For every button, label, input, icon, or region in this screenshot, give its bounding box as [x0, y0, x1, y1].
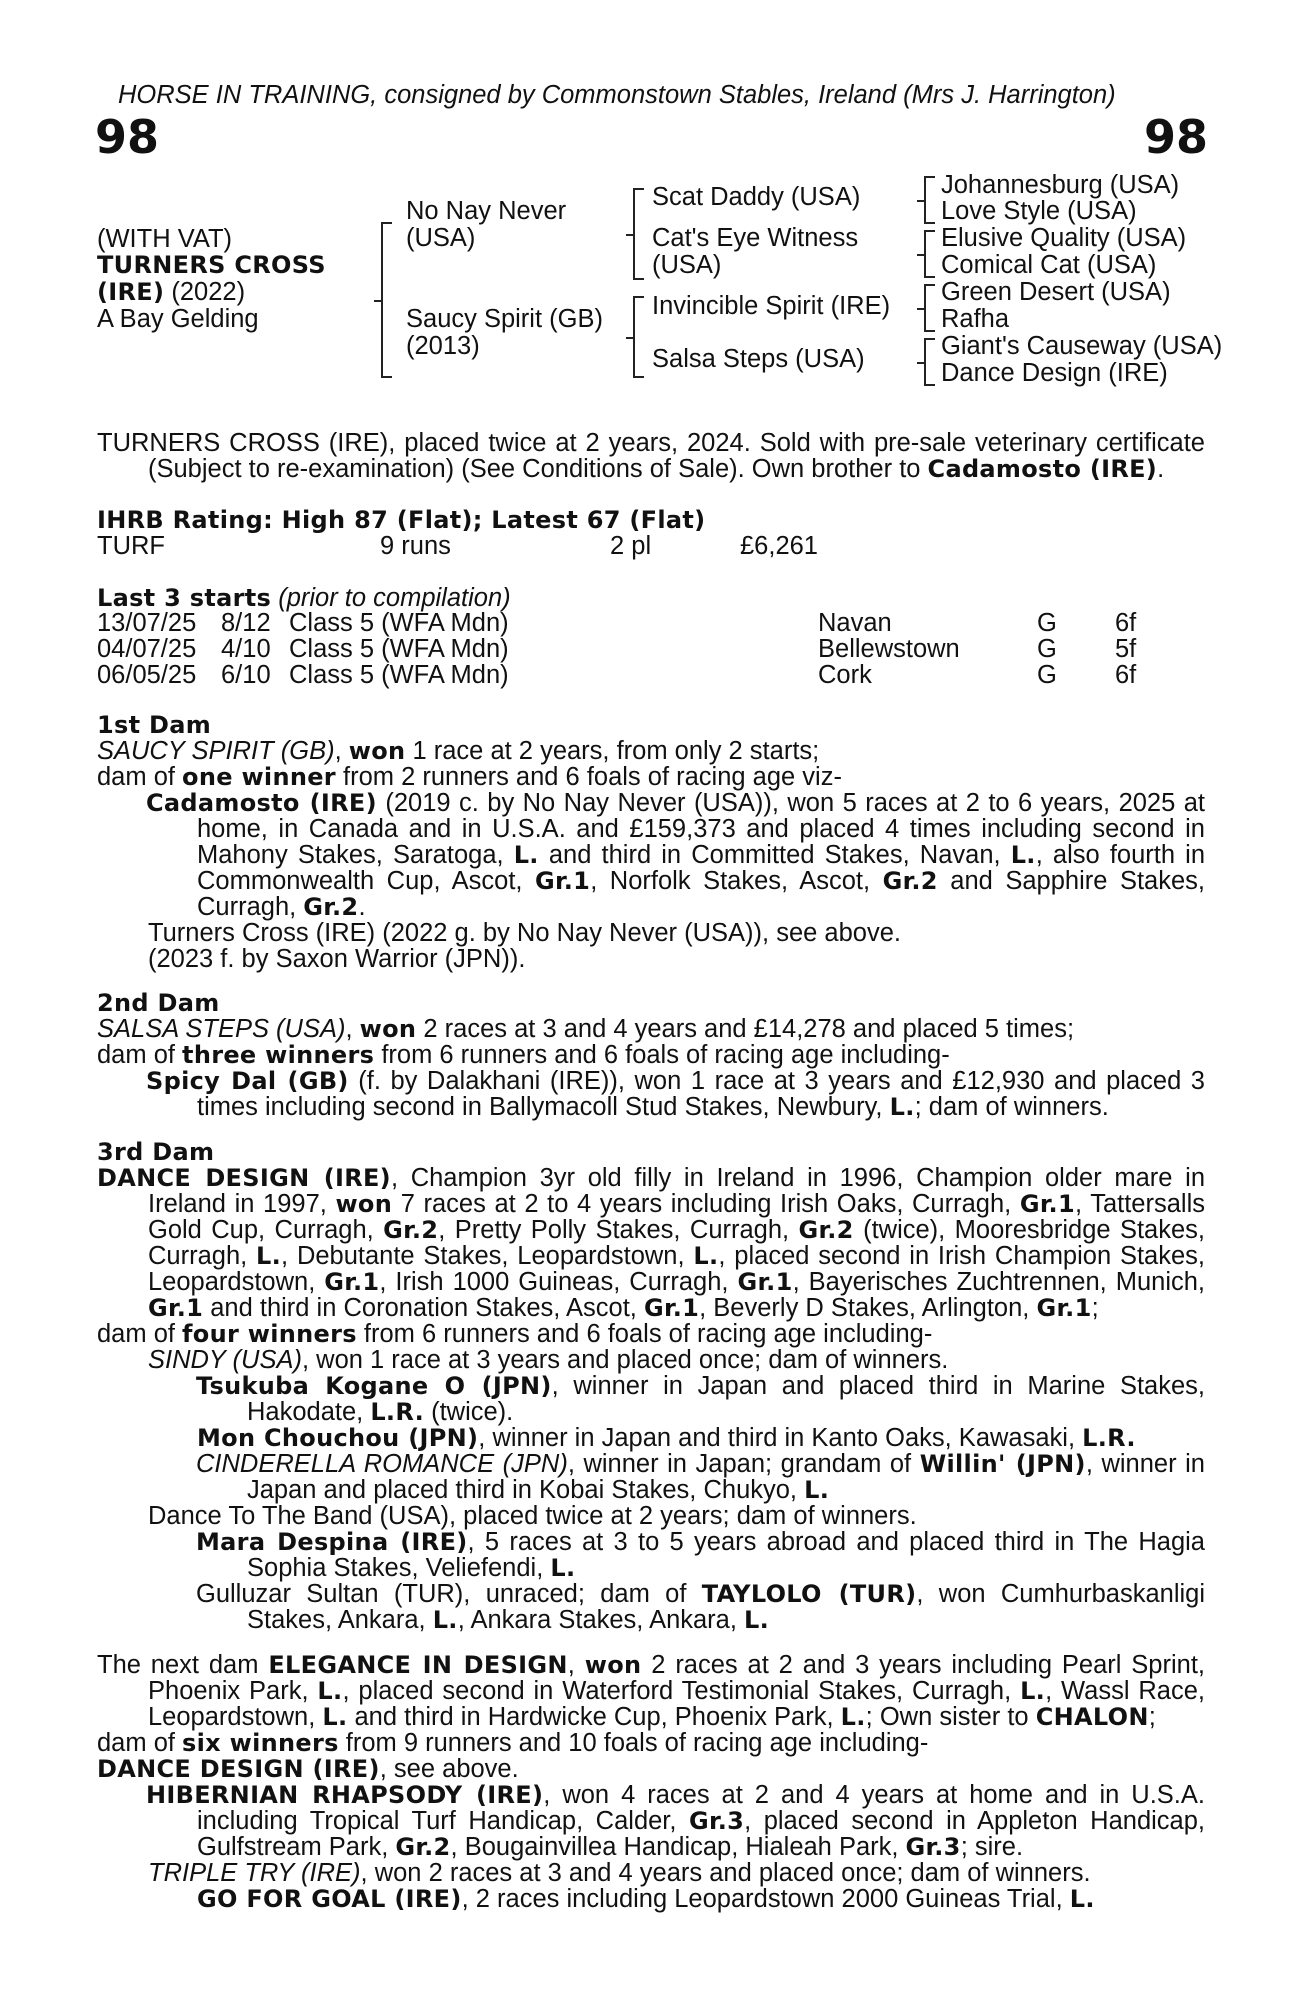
- sire: No Nay Never: [406, 197, 567, 225]
- sire-sire-dam: Love Style (USA): [941, 197, 1137, 225]
- second-dam-heading: 2nd Dam: [97, 989, 220, 1017]
- pedigree-brace-dam: [633, 296, 644, 378]
- last-starts-heading: Last 3 starts (prior to compilation): [97, 584, 511, 612]
- first-dam-entry: Turners Cross (IRE) (2022 g. by No Nay Never (USA)), see above.: [148, 919, 901, 947]
- dam-dam-dam: Dance Design (IRE): [941, 359, 1168, 387]
- ihrb-rating: IHRB Rating: High 87 (Flat); Latest 67 (Flat): [97, 506, 706, 534]
- third-dam-entry: CINDERELLA ROMANCE (JPN), winner in Japan; grandam of Willin' (JPN), winner in Japan and placed third in Kobai Stakes, Chukyo, L.: [196, 1450, 1205, 1504]
- next-dam-section: [97, 1652, 1205, 1912]
- consignor-title: HORSE IN TRAINING, consigned by Commonstown Stables, Ireland (Mrs J. Harrington): [118, 81, 1116, 109]
- pedigree-brace-sire: [633, 188, 644, 280]
- sire-dam-origin: (USA): [652, 251, 722, 279]
- rating-placed: 2 pl: [610, 532, 652, 560]
- sire-sire: Scat Daddy (USA): [652, 183, 861, 211]
- lot-number-right: 98: [1144, 110, 1209, 164]
- intro-section: [97, 430, 1205, 482]
- sire-dam: Cat's Eye Witness: [652, 224, 859, 252]
- second-dam-section: [97, 990, 1205, 1120]
- rating-earnings: £6,261: [740, 532, 818, 560]
- sire-dam-sire: Elusive Quality (USA): [941, 224, 1187, 252]
- next-dam-entry: DANCE DESIGN (IRE), see above.: [97, 1755, 519, 1783]
- third-dam-produce: dam of four winners from 6 runners and 6 foals of racing age including-: [97, 1320, 933, 1348]
- third-dam-heading: 3rd Dam: [97, 1138, 215, 1166]
- first-dam-section: [97, 712, 1205, 972]
- table-row: 04/07/25 4/10 Class 5 (WFA Mdn) Bellewstown G 5f: [97, 635, 1137, 663]
- sire-dam-dam: Comical Cat (USA): [941, 251, 1157, 279]
- third-dam-entry: Gulluzar Sultan (TUR), unraced; dam of TAYLOLO (TUR), won Cumhurbaskanligi Stakes, Ankara, L., Ankara Stakes, Ankara, L.: [196, 1580, 1205, 1634]
- vat-note: (WITH VAT): [97, 225, 233, 253]
- pedigree-brace-ds: [924, 284, 935, 332]
- horse-origin-year: (IRE) (2022): [97, 278, 246, 306]
- last-starts-table: [97, 610, 1207, 688]
- dam-year: (2013): [406, 332, 480, 360]
- first-dam-heading: 1st Dam: [97, 711, 212, 739]
- horse-description: A Bay Gelding: [97, 305, 259, 333]
- pedigree-brace-gen1: [381, 222, 392, 378]
- dam-dam-sire: Giant's Causeway (USA): [941, 332, 1223, 360]
- third-dam-entry: SINDY (USA), won 1 race at 3 years and placed once; dam of winners.: [148, 1346, 949, 1374]
- third-dam-entry: Tsukuba Kogane O (JPN), winner in Japan and placed third in Marine Stakes, Hakodate, L.R. (twice).: [196, 1372, 1205, 1426]
- next-dam-paragraph: The next dam ELEGANCE IN DESIGN, won 2 races at 2 and 3 years including Pearl Sprint, Phoenix Park, L., placed second in Waterford Testimonial Stakes, Curragh, L., Wassl Race, Leopardstown, L. and third in Hardwicke Cup, Phoenix Park, L.; Own sister to CHALON;: [97, 1651, 1206, 1731]
- first-dam-produce: dam of one winner from 2 runners and 6 foals of racing age viz-: [97, 763, 842, 791]
- dam: Saucy Spirit (GB): [406, 305, 603, 333]
- dam-sire-sire: Green Desert (USA): [941, 278, 1171, 306]
- third-dam-section: [97, 1139, 1205, 1633]
- first-dam-entry: Cadamosto (IRE) (2019 c. by No Nay Never (USA)), won 5 races at 2 to 6 years, 2025 at home, in Canada and in U.S.A. and £159,373 and placed 4 times including second in Mahony Stakes, Saratoga, L. and third in Committed Stakes, Navan, L., also fourth in Commonwealth Cup, Ascot, Gr.1, Norfolk Stakes, Ascot, Gr.2 and Sapphire Stakes, Curragh, Gr.2.: [146, 789, 1206, 921]
- dam-sire-dam: Rafha: [941, 305, 1010, 333]
- third-dam-entry: Mon Chouchou (JPN), winner in Japan and third in Kanto Oaks, Kawasaki, L.R.: [197, 1424, 1136, 1452]
- next-dam-produce: dam of six winners from 9 runners and 10 foals of racing age including-: [97, 1729, 929, 1757]
- third-dam-entry: Mara Despina (IRE), 5 races at 3 to 5 years abroad and placed third in The Hagia Sophia Stakes, Veliefendi, L.: [196, 1528, 1205, 1582]
- next-dam-entry: TRIPLE TRY (IRE), won 2 races at 3 and 4 years and placed once; dam of winners.: [148, 1859, 1091, 1887]
- first-dam-entry: (2023 f. by Saxon Warrior (JPN)).: [148, 945, 526, 973]
- third-dam-entry: Dance To The Band (USA), placed twice at 2 years; dam of winners.: [148, 1502, 917, 1530]
- sire-sire-sire: Johannesburg (USA): [941, 171, 1180, 199]
- pedigree-brace-ss: [924, 176, 935, 224]
- pedigree-brace-sd: [924, 230, 935, 278]
- third-dam-paragraph: DANCE DESIGN (IRE), Champion 3yr old filly in Ireland in 1996, Champion older mare in Ireland in 1997, won 7 races at 2 to 4 years including Irish Oaks, Curragh, Gr.1, Tattersalls Gold Cup, Curragh, Gr.2, Pretty Polly Stakes, Curragh, Gr.2 (twice), Mooresbridge Stakes, Curragh, L., Debutante Stakes, Leopardstown, L., placed second in Irish Champion Stakes, Leopardstown, Gr.1, Irish 1000 Guineas, Curragh, Gr.1, Bayerisches Zuchtrennen, Munich, Gr.1 and third in Coronation Stakes, Ascot, Gr.1, Beverly D Stakes, Arlington, Gr.1;: [97, 1164, 1206, 1322]
- second-dam-produce: dam of three winners from 6 runners and 6 foals of racing age including-: [97, 1041, 950, 1069]
- table-row: 06/05/25 6/10 Class 5 (WFA Mdn) Cork G 6f: [97, 661, 1137, 689]
- pedigree-brace-dd: [924, 338, 935, 386]
- dam-dam: Salsa Steps (USA): [652, 345, 865, 373]
- rating-surface: TURF: [97, 532, 165, 560]
- second-dam-line: SALSA STEPS (USA), won 2 races at 3 and 4 years and £14,278 and placed 5 times;: [97, 1015, 1075, 1043]
- dam-sire: Invincible Spirit (IRE): [652, 292, 891, 320]
- sire-origin: (USA): [406, 224, 476, 252]
- table-row: 13/07/25 8/12 Class 5 (WFA Mdn) Navan G 6f: [97, 609, 1137, 637]
- intro-paragraph: TURNERS CROSS (IRE), placed twice at 2 years, 2024. Sold with pre-sale veterinary certificate (Subject to re-examination) (See Conditions of Sale). Own brother to Cadamosto (IRE).: [97, 429, 1205, 483]
- second-dam-entry: Spicy Dal (GB) (f. by Dalakhani (IRE)), won 1 race at 3 years and £12,930 and placed 3 times including second in Ballymacoll Stud Stakes, Newbury, L.; dam of winners.: [146, 1067, 1205, 1121]
- next-dam-entry: HIBERNIAN RHAPSODY (IRE), won 4 races at 2 and 4 years at home and in U.S.A. including Tropical Turf Handicap, Calder, Gr.3, placed second in Appleton Handicap, Gulfstream Park, Gr.2, Bougainvillea Handicap, Hialeah Park, Gr.3; sire.: [146, 1781, 1205, 1861]
- horse-name: TURNERS CROSS: [97, 251, 326, 279]
- next-dam-entry: GO FOR GOAL (IRE), 2 races including Leopardstown 2000 Guineas Trial, L.: [197, 1885, 1095, 1913]
- first-dam-line: SAUCY SPIRIT (GB), won 1 race at 2 years, from only 2 starts;: [97, 737, 820, 765]
- rating-runs: 9 runs: [380, 532, 451, 560]
- lot-number-left: 98: [95, 110, 160, 164]
